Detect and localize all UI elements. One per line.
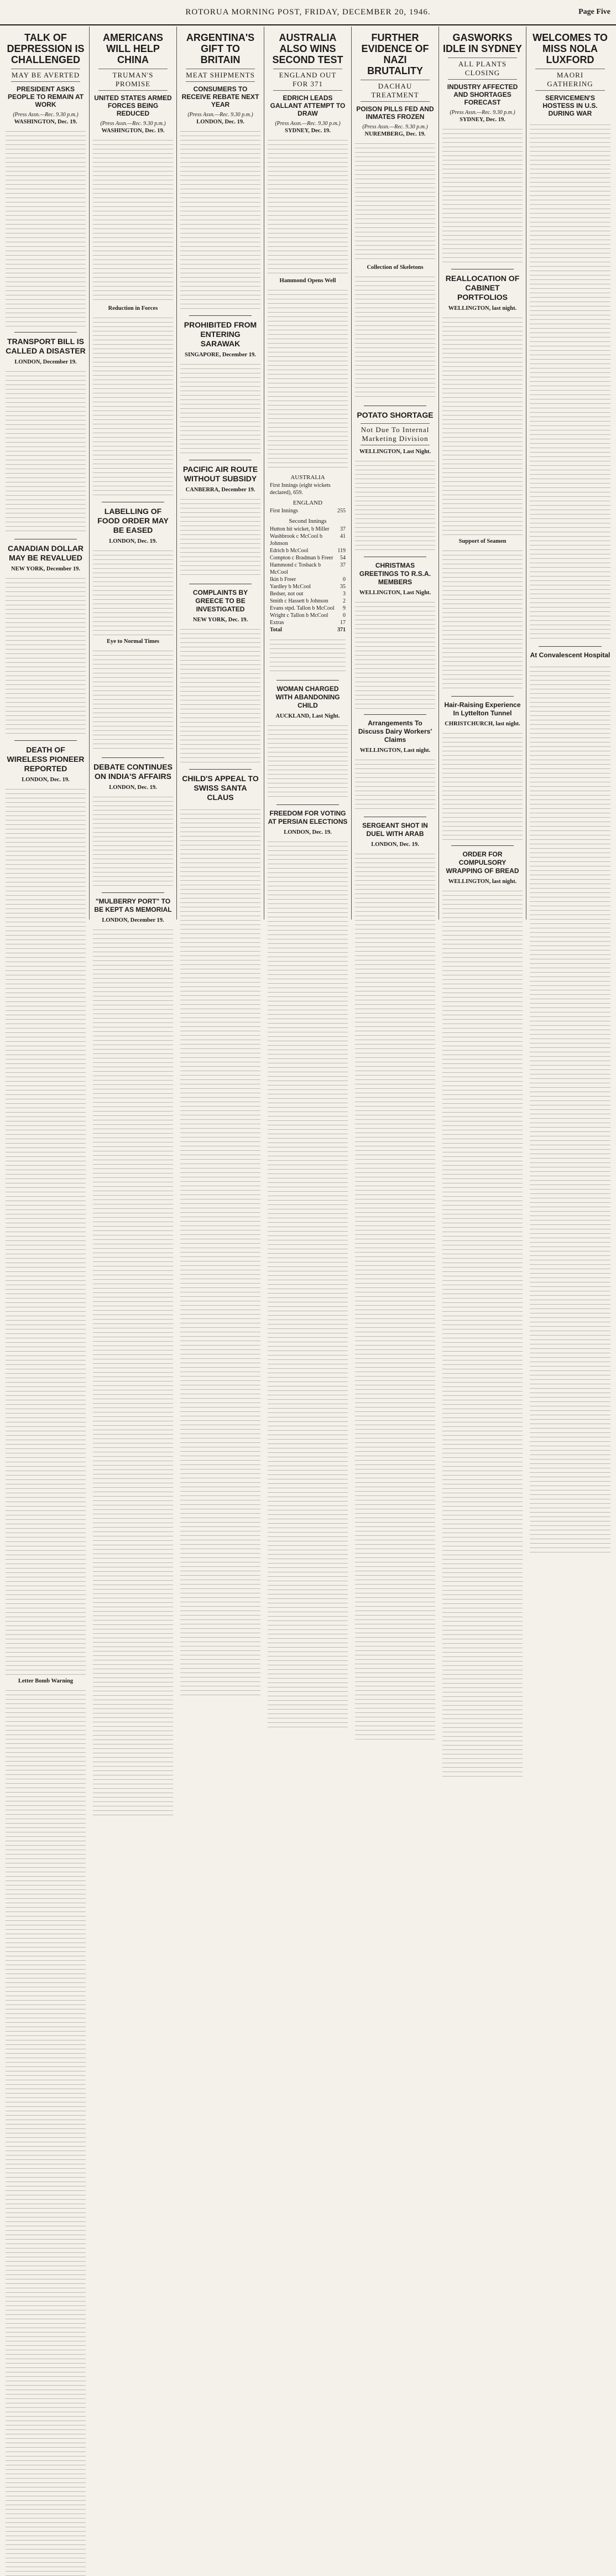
deck: CONSUMERS TO RECEIVE REBATE NEXT YEAR (181, 85, 259, 108)
dateline: CHRISTCHURCH, last night. (445, 721, 520, 727)
dateline: LONDON, December 19. (14, 359, 77, 365)
scorecard-innings-label: Second Innings (289, 518, 327, 524)
batsman: Extras (270, 620, 284, 626)
batsman: Yardley b McCool (270, 584, 311, 590)
column-5 (352, 27, 439, 920)
batting-row (270, 619, 346, 626)
runs: 54 (340, 555, 346, 561)
article-mulberry-port (93, 897, 173, 1787)
dateline: WASHINGTON, Dec. 19. (14, 119, 77, 125)
runs: 37 (340, 526, 346, 532)
body-text (180, 625, 260, 764)
dateline: NEW YORK, Dec. 19. (192, 617, 248, 623)
kicker: Not Due To Internal Marketing Division (361, 423, 430, 445)
runs: 119 (337, 548, 346, 554)
body-text (180, 495, 260, 578)
masthead-title: ROTORUA MORNING POST, FRIDAY, DECEMBER 20, 1946. (185, 8, 431, 17)
agency-line: (Press Assn.—Rec. 9.30 p.m.) (275, 121, 341, 127)
column-grid (2, 27, 614, 1684)
headline: "MULBERRY PORT" TO BE KEPT AS MEMORIAL (94, 897, 172, 913)
body-text (442, 314, 523, 535)
headline: COMPLAINTS BY GREECE TO BE INVESTIGATED (192, 589, 248, 613)
batsman: Ikin b Freer (270, 577, 296, 583)
batsman: Washbrook c McCool b Johnson (270, 533, 323, 547)
runs: 37 (340, 562, 346, 568)
kicker: TRUMAN'S PROMISE (98, 69, 168, 91)
runs: 3 (343, 591, 346, 597)
article-wireless-pioneer (6, 745, 86, 1684)
article-gasworks (442, 32, 523, 263)
body-text (268, 838, 348, 1727)
batsman: Bedser, not out (270, 591, 304, 597)
dateline: LONDON, Dec. 19. (284, 829, 332, 835)
subhead: Eye to Normal Times (107, 638, 159, 645)
subhead: Support of Seamen (458, 538, 507, 544)
headline: ORDER FOR COMPULSORY WRAPPING OF BREAD (446, 850, 519, 875)
article-lyttelton-tunnel (442, 701, 523, 840)
article-sarawak (180, 320, 260, 454)
headline: PROHIBITED FROM ENTERING SARAWAK (184, 320, 257, 348)
dateline: LONDON, December 19. (102, 917, 164, 923)
body-text (268, 136, 348, 274)
article-food-labelling (93, 507, 173, 752)
body-text (355, 139, 435, 261)
kicker: DACHAU TREATMENT (361, 80, 430, 102)
dateline: WELLINGTON, last night. (448, 879, 517, 885)
article-swiss-santa (180, 774, 260, 1664)
body-text (6, 127, 86, 326)
body-text (442, 125, 523, 263)
headline: LABELLING OF FOOD ORDER MAY BE EASED (97, 507, 169, 534)
headline: FURTHER EVIDENCE OF NAZI BRUTALITY (361, 32, 429, 76)
article-india-debate (93, 762, 173, 887)
agency-line: (Press Assn.—Rec. 9.30 p.m.) (100, 121, 166, 127)
runs: 9 (343, 605, 346, 611)
article-rsa-greetings (355, 562, 435, 709)
batting-row (270, 598, 346, 605)
deck: EDRICH LEADS GALLANT ATTEMPT TO DRAW (270, 94, 346, 117)
body-text (93, 136, 173, 302)
dateline: NEW YORK, December 19. (11, 566, 80, 572)
article-potato-shortage (355, 411, 435, 551)
body-text (180, 806, 260, 1695)
batting-row (270, 554, 346, 562)
headline: AMERICANS WILL HELP CHINA (102, 32, 163, 65)
batting-list (270, 526, 346, 626)
dateline: WELLINGTON, last night. (448, 305, 517, 311)
body-text (270, 636, 346, 674)
headline: ARGENTINA'S GIFT TO BRITAIN (186, 32, 255, 65)
article-transport-bill (6, 337, 86, 533)
article-abandoning-child (268, 685, 348, 799)
deck: SERVICEMEN'S HOSTESS IN U.S. DURING WAR (542, 94, 598, 117)
deck: INDUSTRY AFFECTED AND SHORTAGES FORECAST (447, 83, 518, 106)
batting-row (270, 612, 346, 619)
body-text (180, 360, 260, 454)
body-text (93, 547, 173, 635)
headline: AUSTRALIA ALSO WINS SECOND TEST (272, 32, 343, 65)
article-help-china (93, 32, 173, 496)
article-nazi-brutality (355, 32, 435, 400)
dateline: WELLINGTON, Last night. (359, 747, 431, 754)
dateline: SYDNEY, Dec. 19. (285, 128, 331, 134)
column-6 (439, 27, 526, 920)
headline: CANADIAN DOLLAR MAY BE REVALUED (8, 544, 83, 562)
headline: POTATO SHORTAGE (357, 411, 434, 419)
scorecard-team: AUSTRALIA (290, 474, 325, 481)
article-dairy-workers (355, 719, 435, 811)
batting-row (270, 562, 346, 576)
column-4 (264, 27, 352, 920)
scorecard-row: First Innings 255 (270, 508, 346, 514)
body-text (268, 286, 348, 469)
batting-row (270, 583, 346, 590)
runs: 0 (343, 577, 346, 583)
body-text (355, 273, 435, 400)
page-number: Page Five (578, 8, 610, 16)
headline: Hair-Raising Experience In Lyttelton Tunnel (444, 701, 521, 717)
kicker: ENGLAND OUT FOR 371 (273, 69, 342, 91)
dateline: LONDON, Dec. 19. (109, 785, 157, 791)
agency-line: (Press Assn.—Rec. 9.30 p.m.) (13, 112, 79, 118)
headline: REALLOCATION OF CABINET PORTFOLIOS (445, 274, 520, 302)
batsman: Hutton hit wicket, b Miller (270, 526, 330, 532)
runs: 41 (340, 533, 346, 539)
dateline: NUREMBERG, Dec. 19. (364, 131, 426, 137)
dateline: SINGAPORE, December 19. (185, 352, 256, 358)
column-3 (177, 27, 264, 920)
headline: At Convalescent Hospital (530, 651, 610, 659)
masthead (0, 0, 616, 25)
headline: PACIFIC AIR ROUTE WITHOUT SUBSIDY (182, 465, 258, 483)
body-text (355, 850, 435, 1739)
dateline: WELLINGTON, Last Night. (359, 449, 431, 455)
batsman: Evans stpd. Tallon b McCool (270, 605, 335, 611)
subhead: Reduction in Forces (108, 305, 158, 311)
batting-row (270, 605, 346, 612)
article-convalescent-hospital (530, 651, 610, 1541)
article-canadian-dollar (6, 544, 86, 735)
body-text (530, 663, 610, 1552)
runs: 17 (340, 620, 346, 626)
headline: FREEDOM FOR VOTING AT PERSIAN ELECTIONS (268, 809, 348, 825)
batting-row (270, 533, 346, 547)
batsman: Edrich b McCool (270, 548, 309, 554)
body-text (93, 647, 173, 752)
column-7 (526, 27, 614, 920)
body-text (6, 367, 86, 533)
scorecard-total: Total 371 (270, 627, 346, 633)
agency-line: (Press Assn.—Rec. 9.30 p.m.) (187, 112, 253, 118)
body-text (442, 547, 523, 690)
batting-row (270, 526, 346, 533)
article-greece-complaints (180, 589, 260, 764)
body-text (355, 598, 435, 709)
headline: Arrangements To Discuss Dairy Workers' Claims (358, 719, 432, 744)
article-sergeant-shot (355, 822, 435, 1711)
column-1 (2, 27, 90, 1684)
deck: UNITED STATES ARMED FORCES BEING REDUCED (94, 94, 172, 117)
agency-line: (Press Assn.—Rec. 9.30 p.m.) (450, 110, 515, 116)
article-nola-luxford (530, 32, 610, 641)
headline: TRANSPORT BILL IS CALLED A DISASTER (6, 337, 86, 355)
body-text (180, 127, 260, 310)
column-2 (90, 27, 177, 923)
batsman: Smith c Hassett b Johnson (270, 598, 328, 604)
batsman: Wright c Tallon b McCool (270, 612, 328, 619)
dateline: WASHINGTON, Dec. 19. (101, 128, 165, 134)
headline: SERGEANT SHOT IN DUEL WITH ARAB (362, 822, 428, 838)
subhead: Hammond Opens Well (279, 278, 336, 284)
deck: POISON PILLS FED AND INMATES FROZEN (356, 105, 434, 121)
runs: 0 (343, 612, 346, 619)
body-text (355, 756, 435, 811)
runs: 35 (340, 584, 346, 590)
batting-row (270, 547, 346, 554)
article-pacific-air-route (180, 465, 260, 578)
article-second-test (268, 32, 348, 469)
article-cabinet-portfolios (442, 274, 523, 690)
dateline: LONDON, Dec. 19. (196, 119, 244, 125)
scorecard-total-line: First Innings (eight wickets declared), 659. (270, 482, 331, 496)
body-text (6, 785, 86, 1675)
dateline: LONDON, Dec. 19. (109, 538, 157, 544)
batsman: Hammond c Tosback b McCool (270, 562, 321, 575)
runs: 2 (343, 598, 346, 604)
batting-row (270, 590, 346, 598)
kicker: MAY BE AVERTED (11, 69, 80, 82)
dateline: LONDON, Dec. 19. (22, 777, 70, 783)
body-text (355, 457, 435, 551)
dateline: WELLINGTON, Last Night. (359, 590, 431, 596)
article-persian-elections (268, 809, 348, 1699)
article-argentina-gift (180, 32, 260, 310)
body-text (93, 793, 173, 887)
headline: WELCOMES TO MISS NOLA LUXFORD (533, 32, 608, 65)
article-bread-wrapping (442, 850, 523, 1740)
scorecard-team: ENGLAND (293, 500, 323, 506)
body-text (442, 887, 523, 1777)
agency-line: (Press Assn.—Rec. 9.30 p.m.) (362, 124, 428, 130)
body-text (530, 121, 610, 641)
body-text (442, 729, 523, 840)
subhead: Collection of Skeletons (367, 264, 424, 271)
body-text (93, 314, 173, 496)
headline: WOMAN CHARGED WITH ABANDONING CHILD (275, 685, 340, 709)
batting-row (270, 576, 346, 583)
headline: CHILD'S APPEAL TO SWISS SANTA CLAUS (182, 774, 259, 802)
body-text (268, 721, 348, 799)
body-text (6, 574, 86, 735)
kicker: MAORI GATHERING (535, 69, 605, 91)
kicker: MEAT SHIPMENTS (186, 69, 255, 82)
headline: CHRISTMAS GREETINGS TO R.S.A. MEMBERS (359, 562, 431, 586)
dateline: CANBERRA, December 19. (185, 487, 255, 493)
deck: PRESIDENT ASKS PEOPLE TO REMAIN AT WORK (7, 85, 84, 108)
dateline: LONDON, Dec. 19. (371, 842, 419, 848)
dateline: AUCKLAND, Last Night. (275, 713, 340, 719)
body-text (93, 926, 173, 1815)
headline: DEBATE CONTINUES ON INDIA'S AFFAIRS (93, 762, 173, 781)
kicker: ALL PLANTS CLOSING (448, 58, 517, 80)
headline: DEATH OF WIRELESS PIONEER REPORTED (7, 745, 85, 773)
dateline: SYDNEY, Dec. 19. (460, 117, 505, 123)
headline: TALK OF DEPRESSION IS CHALLENGED (7, 32, 85, 65)
subhead: Letter Bomb Warning (18, 1678, 74, 1684)
scorecard (268, 474, 348, 674)
headline: GASWORKS IDLE IN SYDNEY (442, 32, 523, 54)
body-text (6, 1686, 86, 2576)
batsman: Compton c Bradman b Freer (270, 555, 333, 561)
article-depression (6, 32, 86, 326)
